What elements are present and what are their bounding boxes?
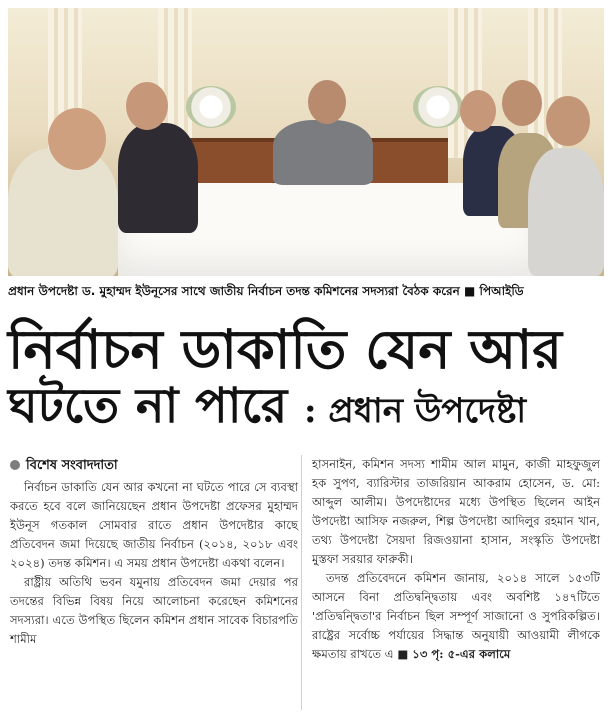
byline-text: বিশেষ সংবাদদাতা (26, 458, 118, 473)
person (273, 120, 373, 185)
news-photo (8, 8, 604, 276)
paragraph-text: তদন্ত প্রতিবেদনে কমিশন জানায়, ২০১৪ সালে ১৫৩টি আসনে বিনা প্রতিদ্বন্দ্বিতায় এবং অবশিষ্ট ১৪৭টিতে 'প্রতিদ্বন্দ্বিতা'র নির্বাচন ছিল সম্পূর্ণ সাজানো ও সুপরিকল্পিত। রাষ্ট্রের সর্বোচ্চ পর্যায়ের সিদ্ধান্ত অনুযায়ী আওয়ামী লীগকে ক্ষমতায় রাখতে এ (312, 571, 600, 661)
caption-text: প্রধান উপদেষ্টা ড. মুহাম্মদ ইউনূসের সাথে জাতীয় নির্বাচন তদন্ত কমিশনের সদস্যরা বৈঠক করেন (8, 284, 460, 298)
paragraph (312, 569, 600, 664)
photo-caption (8, 281, 604, 301)
paragraph: নির্বাচন ডাকাতি যেন আর কখনো না ঘটতে পারে সে ব্যবস্থা করতে হবে বলে জানিয়েছেন প্রধান উপদেষ্টা প্রফেসর মুহাম্মদ ইউনূস গতকাল সোমবার রাতে প্রধান উপদেষ্টার কাছে প্রতিবেদন জমা দিয়েছে জাতীয় নির্বাচন (২০১৪, ২০১৮ এবং ২০২৪) তদন্ত কমিশন। এ সময় প্রধান উপদেষ্টা একথা বলেন। (10, 480, 298, 570)
continuation-link[interactable]: ■ ১৩ পৃ: ৫-এর কলামে (397, 647, 511, 661)
person (118, 123, 198, 233)
article-column-1 (10, 478, 298, 649)
paragraph: রাষ্ট্রীয় অতিথি ভবন যমুনায় প্রতিবেদন জমা দেয়ার পর তদন্তের বিভিন্ন বিষয় নিয়ে আলোচনা করেছেন কমিশনের সদস্যরা। এতে উপস্থিত ছিলেন কমিশন প্রধান সাবেক বিচারপতি শামীম (10, 575, 298, 646)
person-head (126, 82, 168, 130)
column-divider (301, 455, 302, 710)
person-head (546, 96, 590, 146)
person-head (48, 108, 106, 170)
bullet-icon (10, 460, 20, 470)
headline-line-1: নির্বাচন ডাকাতি যেন আর (8, 317, 562, 381)
byline (10, 456, 118, 477)
headline-main: ঘটতে না পারে (8, 378, 288, 434)
headline-attribution: : প্রধান উপদেষ্টা (304, 391, 527, 431)
flower-vase (186, 86, 236, 128)
article-column-2 (312, 455, 600, 664)
person-head (460, 90, 496, 132)
flower-vase (413, 86, 463, 128)
person (8, 148, 118, 276)
paragraph: হাসনাইন, কমিশন সদস্য শামীম আল মামুন, কাজী মাহফুজুল হক সুপণ, ব্যারিস্টার তাজরিয়ান আকরাম হোসেন, ড. মো: আব্দুল আলীম। উপদেষ্টাদের মধ্যে উপস্থিত ছিলেন আইন উপদেষ্টা আসিফ নজরুল, শিল্প উপদেষ্টা আদিলুর রহমান খান, তথ্য উপদেষ্টা সৈয়দা রিজওয়ানা হাসান, সংস্কৃতি উপদেষ্টা মুস্তফা সরয়ার ফারুকী। (312, 457, 600, 566)
person-head (502, 80, 542, 126)
photo-credit: ■ পিআইডি (464, 284, 524, 298)
person (528, 148, 604, 276)
person-head (308, 80, 346, 124)
headline-line-2 (8, 380, 526, 433)
